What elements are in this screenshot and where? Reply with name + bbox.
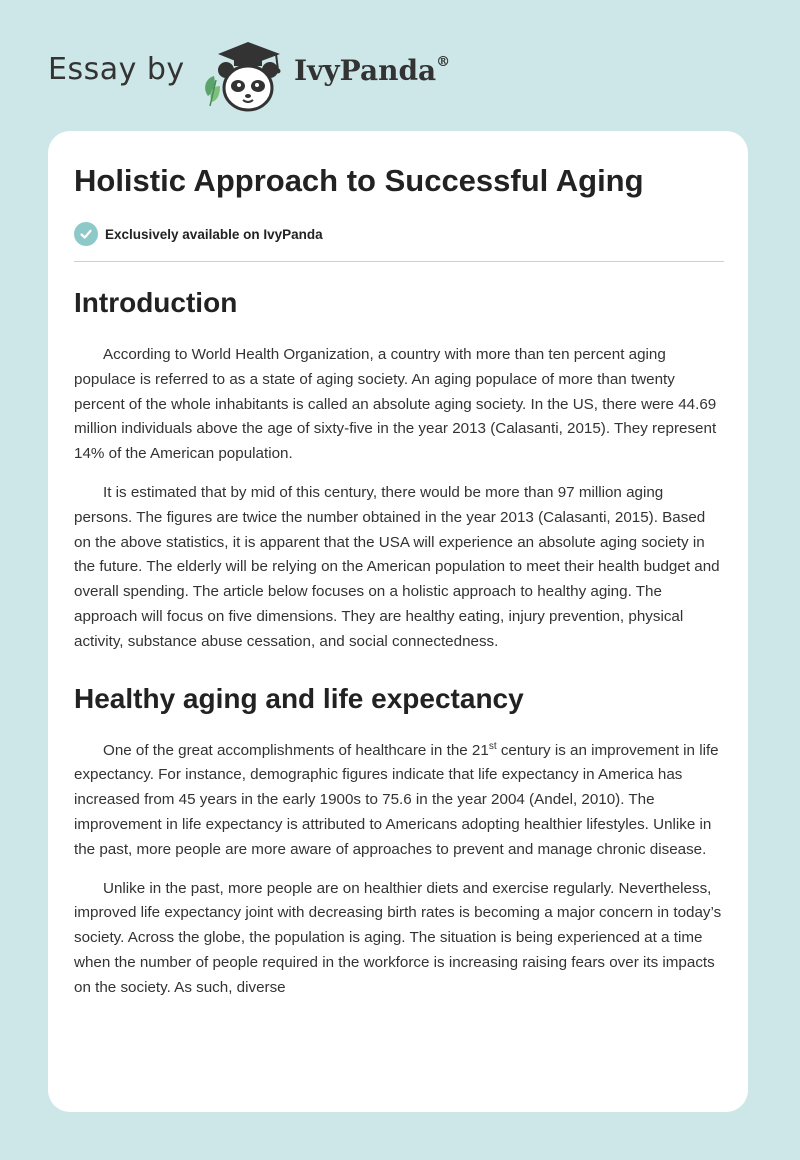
section-heading-healthy-aging: Healthy aging and life expectancy (74, 682, 524, 714)
exclusive-badge (74, 221, 323, 247)
brand-prefix: Essay by (48, 52, 185, 87)
divider (74, 261, 724, 262)
paragraph: It is estimated that by mid of this century, there would be more than 97 million aging persons. The figures are twice the number obtained in the year 2013 (Calasanti, 2015). Based on the above statistics, it is apparent that the USA will experience an absolute aging society in the future. The elderly will be relying on the American population to meet their health budget and overall spending. The article below focuses on a holistic approach to healthy aging. The approach will focus on five dimensions. They are healthy eating, injury prevention, physical activity, substance abuse cessation, and social connectedness. (74, 483, 720, 650)
article-title: Holistic Approach to Successful Aging (74, 163, 644, 198)
brand-name[interactable]: IvyPanda® (294, 53, 451, 87)
section-heading-introduction: Introduction (74, 287, 238, 318)
badge-label: Exclusively available on IvyPanda (105, 226, 323, 242)
article-card (48, 131, 748, 1112)
article-body (74, 281, 724, 1001)
paragraph: Unlike in the past, more people are on healthier diets and exercise regularly. Nevertheless, improved life expectancy joint with decreasing birth rates is becoming a major concern in today’s society. Across the globe, the population is aging. The situation is being experienced at a time when the number of people required in the workforce is increasing raising fears over its impacts on the society. As such, diverse (74, 879, 722, 996)
panda-graduate-logo-icon[interactable] (198, 36, 294, 116)
check-icon (74, 222, 98, 246)
site-header (48, 30, 768, 120)
paragraph: According to World Health Organization, a country with more than ten percent aging populace is referred to as a state of aging society. An aging populace of more than twenty percent of the whole inhabitants is called an absolute aging society. In the US, there were 44.69 million individuals above the age of sixty-five in the year 2013 (Calasanti, 2015). They represent 14% of the American population. (74, 346, 717, 463)
paragraph: One of the great accomplishments of healthcare in the 21st century is an improvement in life expectancy. For instance, demographic figures indicate that life expectancy in America has increased from 45 years in the early 1900s to 75.6 in the year 2004 (Andel, 2010). The improvement in life expectancy is attributed to Americans adopting healthier lifestyles. Unlike in the past, more people are more aware of approaches to prevent and manage chronic disease. (74, 740, 719, 858)
